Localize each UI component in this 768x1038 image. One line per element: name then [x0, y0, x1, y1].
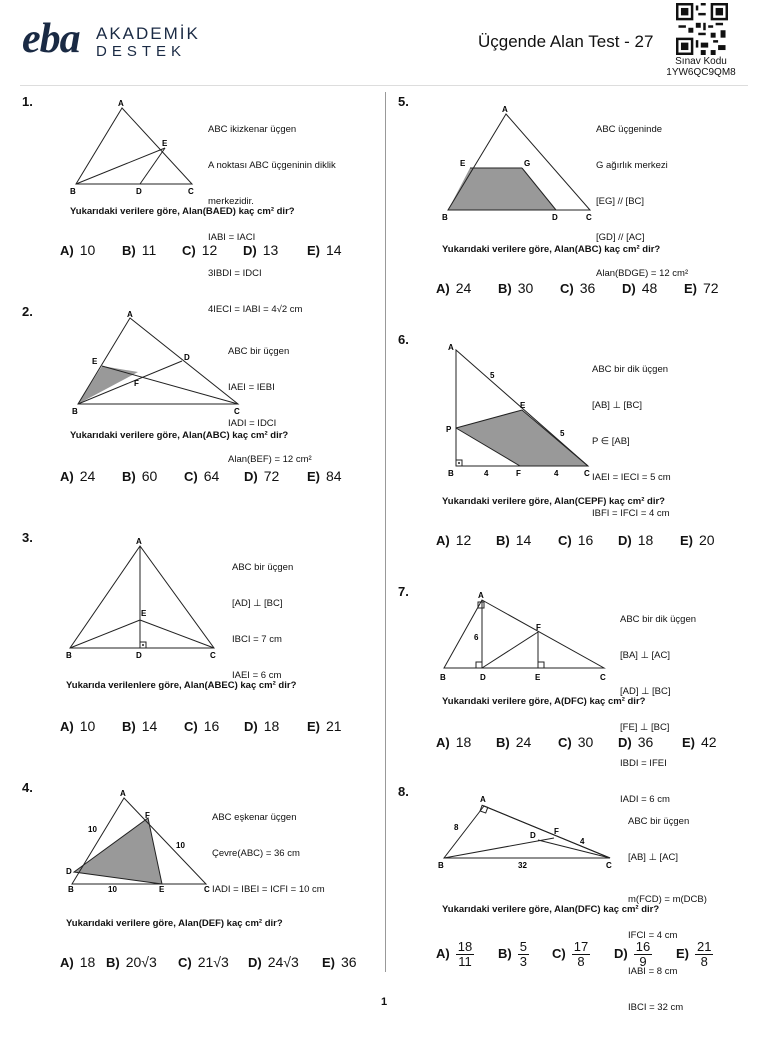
question-number: 2. — [22, 304, 33, 319]
option-a[interactable]: A) 18 — [60, 954, 96, 970]
logo-line-akademik: AKADEMİK — [96, 24, 200, 43]
question-8 — [396, 782, 756, 1013]
fig-label: B — [70, 187, 76, 195]
option-b[interactable]: B) $\frac{5}{3}$ — [498, 939, 527, 969]
given-line: ABC üçgeninde — [596, 124, 663, 135]
fig-label: C — [586, 213, 592, 222]
question-text: Yukarıdaki verilere göre, Alan(DFC) kaç cm² dir? — [442, 904, 660, 915]
options — [436, 280, 756, 300]
fig-label: 32 — [518, 861, 527, 870]
given-line: ABC ikizkenar üçgen — [208, 124, 297, 135]
fig-label: C — [600, 673, 606, 682]
given-line: IBFI = IFCI = 4 cm — [592, 508, 670, 519]
fig-label: G — [524, 159, 531, 168]
fig-label: C — [204, 885, 210, 894]
fig-label: E — [92, 357, 98, 366]
given-line: Alan(BEF) = 12 cm² — [228, 454, 312, 465]
given-line: 3IBDI = IDCI — [208, 268, 262, 279]
fig-label: D — [136, 651, 142, 660]
option-d[interactable]: D) 18 — [618, 532, 654, 548]
question-6 — [396, 330, 756, 554]
question-2 — [20, 302, 380, 492]
question-text: Yukarıdaki verilere göre, Alan(ABC) kaç cm² dir? — [70, 430, 289, 441]
fig-label: A — [120, 789, 126, 798]
options — [436, 940, 756, 980]
fig-label: F — [145, 811, 150, 820]
eba-logo: eba — [22, 16, 80, 62]
fig-label: F — [554, 827, 559, 836]
option-b[interactable]: B) 14 — [496, 532, 532, 548]
fraction: $\frac{16}{9}$ — [635, 939, 651, 969]
figure-q2 — [72, 310, 247, 416]
options — [60, 242, 380, 262]
given-line: IAEI = 6 cm — [232, 670, 282, 681]
given-line: ABC bir üçgen — [232, 562, 294, 573]
options — [60, 718, 380, 738]
figure-q3 — [64, 534, 244, 662]
given-line: IADI = 6 cm — [620, 794, 670, 805]
fig-label: D — [184, 353, 190, 362]
question-number: 3. — [22, 530, 33, 545]
fig-label: B — [438, 861, 444, 870]
given-line: m(FCD) = m(DCB) — [628, 894, 707, 905]
question-number: 6. — [398, 332, 409, 347]
qr-code-icon — [676, 3, 728, 55]
fraction: $\frac{21}{8}$ — [697, 939, 712, 969]
option-a[interactable]: A) 12 — [436, 532, 472, 548]
fig-label: 6 — [474, 633, 479, 642]
fig-label: B — [448, 469, 454, 478]
option-d[interactable]: D) 48 — [622, 280, 658, 296]
option-d[interactable]: D) 72 — [244, 468, 280, 484]
given-line: [AB] ⊥ [AC] — [628, 852, 678, 863]
fig-label: C — [188, 187, 194, 195]
option-e[interactable]: E) 14 — [307, 242, 342, 258]
given-line: P ∈ [AB] — [592, 436, 630, 447]
option-d[interactable]: D) 24√3 — [248, 954, 299, 970]
option-b[interactable]: B) 11 — [122, 242, 157, 258]
fig-label: 10 — [88, 825, 97, 834]
given-line: G ağırlık merkezi — [596, 160, 668, 171]
fig-label: E — [159, 885, 165, 894]
fig-label: B — [72, 407, 78, 416]
fig-label: 4 — [580, 837, 585, 846]
header-divider — [20, 85, 748, 86]
given-line: 4IECI = IABI = 4√2 cm — [208, 304, 303, 315]
figure-q5 — [440, 100, 610, 224]
exam-code-label: Sınav Kodu — [675, 56, 727, 67]
exam-code-box — [660, 56, 742, 78]
fig-label: D — [530, 831, 536, 840]
fig-label: D — [136, 187, 142, 195]
fig-label: E — [460, 159, 466, 168]
figure-q7 — [438, 588, 608, 688]
option-b[interactable]: B) 30 — [498, 280, 534, 296]
fig-label: P — [446, 425, 452, 434]
exam-code: 1YW6QC9QM8 — [666, 67, 736, 78]
question-text: Yukarıdaki verilere göre, Alan(CEPF) kaç cm² dir? — [442, 496, 665, 507]
fig-label: 4 — [554, 469, 559, 478]
option-e[interactable]: E) 42 — [682, 734, 717, 750]
column-divider — [385, 92, 386, 972]
fig-label: F — [536, 623, 541, 632]
given-list — [596, 100, 688, 304]
fig-label: A — [478, 591, 484, 600]
option-b[interactable]: B) 14 — [122, 718, 158, 734]
option-a[interactable]: A) $\frac{18}{11}$ — [436, 939, 473, 969]
given-line: IABI = IACI — [208, 232, 256, 243]
figure-q6 — [438, 340, 608, 482]
given-line: ABC eşkenar üçgen — [212, 812, 297, 823]
question-number: 4. — [22, 780, 33, 795]
option-b[interactable]: B) 20√3 — [106, 954, 157, 970]
option-e[interactable]: E) 21 — [307, 718, 342, 734]
fig-label: E — [162, 139, 168, 148]
fig-label: 10 — [176, 841, 185, 850]
option-a[interactable]: A) 18 — [436, 734, 472, 750]
option-d[interactable]: D) 36 — [618, 734, 654, 750]
given-list — [592, 340, 671, 544]
question-text: Yukarıda verilenlere göre, Alan(ABEC) kaç cm² dir? — [66, 680, 297, 691]
option-e[interactable]: E) 72 — [684, 280, 719, 296]
fig-label: B — [66, 651, 72, 660]
option-c[interactable]: C) 64 — [184, 468, 220, 484]
question-1 — [20, 92, 380, 315]
fig-label: C — [606, 861, 612, 870]
fig-label: B — [440, 673, 446, 682]
given-line: ABC bir üçgen — [228, 346, 290, 357]
figure-q1 — [70, 100, 200, 195]
figure-q8 — [438, 788, 618, 880]
fig-label: A — [136, 537, 142, 546]
fig-label: F — [134, 379, 139, 388]
fig-label: A — [127, 310, 133, 319]
option-e[interactable]: E) 20 — [680, 532, 715, 548]
question-text: Yukarıdaki verilere göre, Alan(BAED) kaç cm² dir? — [70, 206, 295, 217]
option-e[interactable]: E) $\frac{21}{8}$ — [676, 939, 712, 969]
fig-label: F — [516, 469, 521, 478]
given-line: IBCI = 32 cm — [628, 1002, 684, 1013]
option-c[interactable]: C) 21√3 — [178, 954, 229, 970]
option-b[interactable]: B) 60 — [122, 468, 158, 484]
fig-label: D — [66, 867, 72, 876]
fig-label: B — [68, 885, 74, 894]
fraction: $\frac{18}{11}$ — [457, 939, 473, 969]
given-line: ABC bir dik üçgen — [592, 364, 669, 375]
given-list — [212, 788, 325, 920]
given-line: [AD] ⊥ [BC] — [620, 686, 671, 697]
option-b[interactable]: B) 24 — [496, 734, 532, 750]
fig-label: 10 — [108, 885, 117, 894]
fig-label: D — [552, 213, 558, 222]
given-line: [AB] ⊥ [BC] — [592, 400, 642, 411]
option-a[interactable]: A) 24 — [436, 280, 472, 296]
given-line: ABC bir üçgen — [628, 816, 690, 827]
fig-label: C — [234, 407, 240, 416]
option-c[interactable]: C) 16 — [558, 532, 594, 548]
options — [60, 468, 380, 488]
fraction: $\frac{5}{3}$ — [519, 939, 527, 969]
given-line: IAEI = IEBI — [228, 382, 275, 393]
option-c[interactable]: C) 30 — [558, 734, 594, 750]
option-e[interactable]: E) 84 — [307, 468, 342, 484]
option-c[interactable]: C) 16 — [184, 718, 220, 734]
given-line: A noktası ABC üçgeninin diklik — [208, 160, 336, 171]
option-c[interactable]: C) $\frac{17}{8}$ — [552, 939, 589, 969]
option-d[interactable]: D) 18 — [244, 718, 280, 734]
fig-label: D — [480, 673, 486, 682]
option-a[interactable]: A) 24 — [60, 468, 96, 484]
given-line: IBDI = IFEI — [620, 758, 667, 769]
option-d[interactable]: D) $\frac{16}{9}$ — [614, 939, 651, 969]
given-line: IAEI = IECI = 5 cm — [592, 472, 671, 483]
given-line: Alan(BDGE) = 12 cm² — [596, 268, 689, 279]
options — [436, 734, 756, 754]
question-7 — [396, 582, 756, 805]
option-e[interactable]: E) 36 — [322, 954, 357, 970]
fig-label: 8 — [454, 823, 459, 832]
option-c[interactable]: C) 12 — [182, 242, 218, 258]
test-title: Üçgende Alan Test - 27 — [478, 32, 654, 51]
fig-label: B — [442, 213, 448, 222]
option-a[interactable]: A) 10 — [60, 718, 96, 734]
fig-label: A — [448, 343, 454, 352]
option-c[interactable]: C) 36 — [560, 280, 596, 296]
option-a[interactable]: A) 10 — [60, 242, 96, 258]
given-line: IADI = IDCI — [228, 418, 277, 429]
fig-label: C — [210, 651, 216, 660]
question-number: 1. — [22, 94, 33, 109]
question-text: Yukarıdaki verilere göre, Alan(ABC) kaç cm² dir? — [442, 244, 661, 255]
figure-q4 — [66, 788, 226, 894]
given-line: [EG] // [BC] — [596, 196, 645, 207]
fig-label: 4 — [484, 469, 489, 478]
fig-label: A — [502, 105, 508, 114]
options — [60, 954, 390, 974]
given-line: [BA] ⊥ [AC] — [620, 650, 670, 661]
question-3 — [20, 528, 380, 738]
fig-label: 5 — [490, 371, 495, 380]
given-line: IADI = IBEI = ICFI = 10 cm — [212, 884, 325, 895]
question-text: Yukarıdaki verilere göre, Alan(DEF) kaç cm² dir? — [66, 918, 283, 929]
question-number: 7. — [398, 584, 409, 599]
given-line: [GD] // [AC] — [596, 232, 645, 243]
question-number: 8. — [398, 784, 409, 799]
given-line: merkezidir. — [208, 196, 254, 207]
given-line: IBCI = 7 cm — [232, 634, 282, 645]
given-line: [AD] ⊥ [BC] — [232, 598, 283, 609]
given-line: Çevre(ABC) = 36 cm — [212, 848, 300, 859]
fig-label: E — [520, 401, 526, 410]
fig-label: 5 — [560, 429, 565, 438]
fig-label: C — [584, 469, 590, 478]
page-number: 1 — [380, 996, 388, 1008]
given-list — [228, 322, 312, 490]
fig-label: E — [535, 673, 541, 682]
question-4 — [20, 778, 380, 978]
question-5 — [396, 92, 756, 302]
fig-label: E — [141, 609, 147, 618]
logo-line-destek: DESTEK — [96, 43, 187, 60]
given-line: IABI = 8 cm — [628, 966, 678, 977]
fig-label: A — [118, 100, 124, 108]
options — [436, 532, 756, 552]
given-line: IFCI = 4 cm — [628, 930, 678, 941]
fraction: $\frac{17}{8}$ — [573, 939, 589, 969]
given-line: ABC bir dik üçgen — [620, 614, 697, 625]
fig-label: A — [480, 795, 486, 804]
question-text: Yukarıdaki verilere göre, A(DFC) kaç cm² dir? — [442, 696, 646, 707]
option-d[interactable]: D) 13 — [243, 242, 279, 258]
given-line: [FE] ⊥ [BC] — [620, 722, 670, 733]
question-number: 5. — [398, 94, 409, 109]
